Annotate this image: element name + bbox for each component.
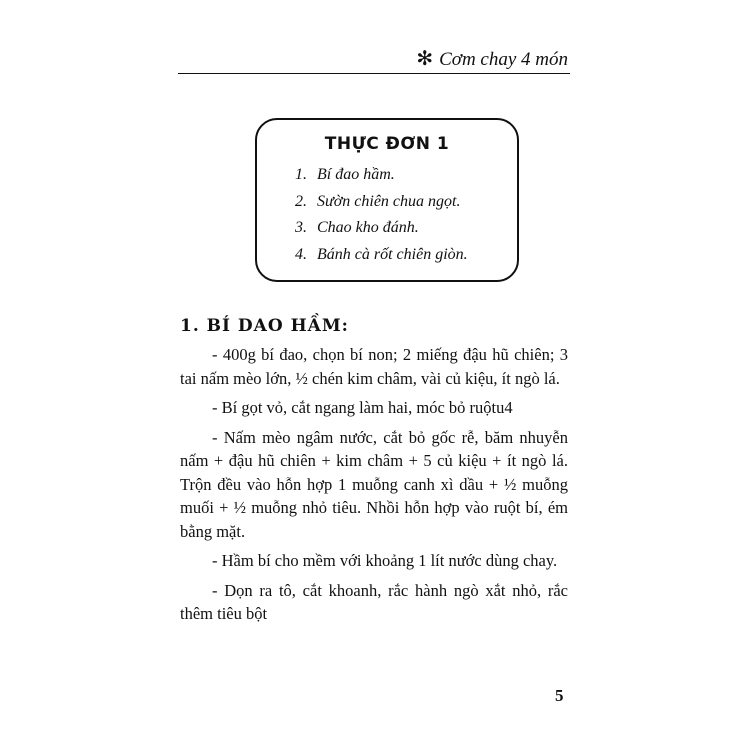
page-number: 5 [555, 686, 564, 705]
recipe-body [180, 343, 568, 632]
running-header-title: Cơm chay 4 món [439, 49, 568, 70]
menu-item [295, 189, 468, 216]
recipe-paragraph: - Nấm mèo ngâm nước, cắt bỏ gốc rễ, băm nhuyễn nấm + đậu hũ chiên + kim châm + 5 củ kiệu + ít ngò lá. Trộn đều vào hỗn hợp 1 muỗng canh xì dầu + ½ muỗng muối + ½ muỗng nhỏ tiêu. Nhồi hỗn hợp vào ruột bí, ém bằng mặt. [180, 427, 568, 541]
section-heading: 1. BÍ DAO HẦM: [180, 316, 349, 336]
menu-item [295, 162, 468, 189]
menu-item-number: 2. [295, 192, 307, 210]
asterisk-icon: ✻ [416, 48, 434, 70]
menu-item-number: 4. [295, 245, 307, 263]
menu-title: THỰC ĐƠN 1 [324, 134, 450, 154]
menu-item-text: Sườn chiên chua ngọt. [317, 192, 461, 210]
menu-list [295, 162, 468, 268]
menu-item-number: 3. [295, 219, 307, 236]
recipe-paragraph: - Dọn ra tô, cắt khoanh, rắc hành ngò xắt nhỏ, rắc thêm tiêu bột [180, 580, 568, 623]
recipe-paragraph: - Hầm bí cho mềm với khoảng 1 lít nước dùng chay. [212, 551, 558, 570]
menu-item [295, 215, 468, 242]
header-divider [178, 73, 570, 74]
menu-item-text: Bánh cà rốt chiên giòn. [317, 245, 468, 263]
menu-item-text: Bí đao hầm. [317, 166, 395, 183]
menu-item-text: Chao kho đánh. [317, 219, 419, 236]
menu-item-number: 1. [295, 166, 307, 183]
recipe-paragraph: - Bí gọt vỏ, cắt ngang làm hai, móc bỏ ruộtu4 [212, 398, 513, 417]
menu-item [295, 242, 468, 269]
menu-box [255, 118, 519, 282]
recipe-paragraph: - 400g bí đao, chọn bí non; 2 miếng đậu hũ chiên; 3 tai nấm mèo lớn, ½ chén kim châm, vài củ kiệu, ít ngò lá. [180, 345, 568, 388]
running-header [416, 46, 568, 71]
